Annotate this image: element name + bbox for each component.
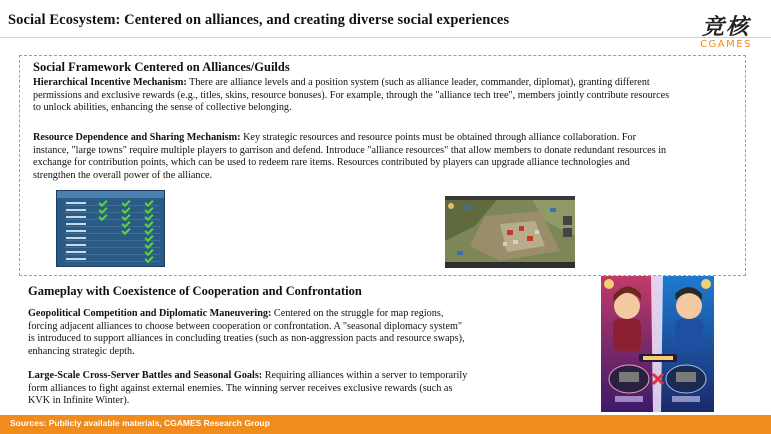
para-line: KVK in Infinite Winter). [28, 395, 130, 407]
para-line: exchange for contribution points, which can be used to redeem rare items. Resources contributed by players can upgrade alliance technologies and [33, 157, 630, 169]
footer-bar [0, 415, 771, 434]
para-line: to unlock abilities, enhancing the sense of collective belonging. [33, 102, 292, 114]
para-line: Geopolitical Competition and Diplomatic Maneuvering: Centered on the struggle for map regions, [28, 308, 444, 319]
hierarchical-incentive-paragraph [33, 77, 743, 115]
para-label: Large-Scale Cross-Server Battles and Seasonal Goals: [28, 370, 263, 381]
section2-heading: Gameplay with Coexistence of Cooperation and Confrontation [28, 284, 362, 298]
logo-english-text: CGAMES [700, 39, 752, 50]
para-line: instance, "large towns" require multiple players to garrison and defend. Introduce "alliance resources" that allow members to donate redundant resources in [33, 144, 667, 156]
para-line: forcing adjacent alliances to choose between cooperation or confrontation. A "seasonal diplomacy system" [28, 320, 463, 332]
logo-chinese-text: 竞核 [701, 15, 750, 40]
section1-heading: Social Framework Centered on Alliances/Guilds [33, 60, 290, 74]
para-line: Resource Dependence and Sharing Mechanism: Key strategic resources and resource points must be obtained through alliance collaboration. For [33, 132, 637, 143]
para-line: Hierarchical Incentive Mechanism: There are alliance levels and a position system (such as alliance leader, commander, diplomat), granting different [33, 77, 650, 88]
title-divider [0, 37, 771, 38]
para-line: is introduced to support alliances in concluding treaties (such as non-aggression pacts and resource swaps), [28, 333, 465, 345]
geopolitical-competition-paragraph [28, 308, 593, 358]
sources-text: Sources: Publicly available materials, CGAMES Research Group [10, 418, 270, 428]
battle-map-image [445, 196, 575, 268]
page-title: Social Ecosystem: Centered on alliances, and creating diverse social experiences [8, 12, 510, 28]
cross-server-battles-paragraph [28, 370, 593, 408]
para-line: form alliances to fight against external enemies. The winning server receives exclusive rewards (such as [28, 382, 453, 394]
kvk-battle-art-image [601, 276, 714, 412]
para-label: Resource Dependence and Sharing Mechanism: [33, 132, 241, 143]
para-line: permissions and exclusive rewards (e.g., titles, skins, resource bonuses). For example, through the "alliance tech tree", members jointly contribute resources [33, 89, 670, 101]
resource-sharing-paragraph [33, 132, 743, 182]
para-line: enhancing strategic depth. [28, 345, 135, 357]
para-line: Large-Scale Cross-Server Battles and Seasonal Goals: Requiring alliances within a server to temporarily [28, 370, 468, 381]
cgames-logo [694, 10, 758, 56]
para-label: Hierarchical Incentive Mechanism: [33, 77, 187, 88]
para-line: strengthen the overall power of the alliance. [33, 169, 213, 181]
alliance-permission-table-image [56, 190, 165, 267]
para-label: Geopolitical Competition and Diplomatic Maneuvering: [28, 308, 272, 319]
